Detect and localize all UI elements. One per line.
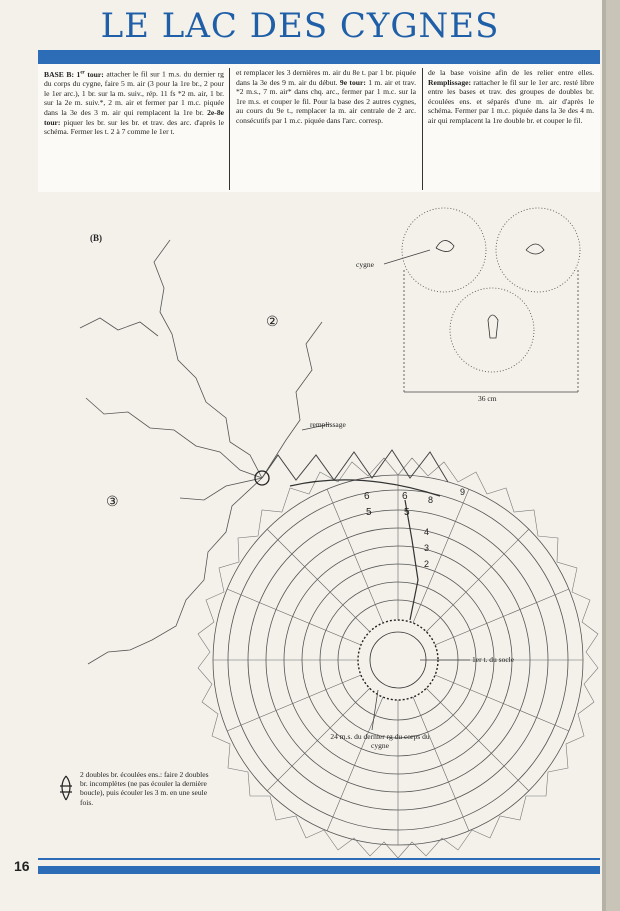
tour-9-text: 1 m. air et trav. *2 m.s., 7 m. air* dans chq. arc., fermer par 1 m.c. sur la 1re m.s. et couper le fil. Pour la base des 2 autres cygnes, au cours du 9e t., remplacer la m. air centrale de 2 arc. consécutifs par 1 m.c. piquée dans l'arc. corresp.: [236, 77, 416, 125]
join-bases-text: de la base voisine afin de les relier entre elles.: [428, 68, 594, 77]
row-number: 3: [424, 543, 430, 553]
footer-bar: [38, 866, 600, 874]
chain-far-left: [80, 318, 158, 336]
chain-to-base-2b: [86, 398, 262, 478]
cygne-circle-1: [402, 208, 486, 292]
row-number: 6: [402, 491, 408, 502]
legend-text: 2 doubles br. écoulées ens.: faire 2 doubles br. incomplètes (ne pas écouler la dernière boucle), puis écouler les 3 m. en une seule fois.: [80, 770, 209, 807]
tour-8-end-text: et remplacer les 3 dernières m. air du 8e t. par 1 br. piquée dans la 3e des 9 m. air du début.: [236, 68, 416, 87]
base-inner-ring: [370, 632, 426, 688]
row-number: 9: [460, 487, 466, 497]
diagram-label-24ms: 24 m.s. du dernier rg du corps du cygne: [330, 732, 430, 750]
page-number: 16: [14, 858, 30, 874]
diagram-label-remplissage: remplissage: [310, 420, 346, 429]
diagram-label-cygne: cygne: [356, 260, 374, 269]
remplissage-heading: Remplissage:: [428, 77, 472, 87]
ms24-leader: [372, 690, 378, 730]
row-split-line: [405, 500, 418, 620]
tour-9-heading: 9e tour:: [339, 77, 366, 87]
cygne-leader: [384, 250, 430, 264]
diagram-label-36cm: 36 cm: [478, 394, 497, 403]
cygne-circle-2: [496, 208, 580, 292]
row-number: 6: [364, 491, 370, 502]
swan-shape-3: [488, 315, 498, 338]
swan-shape-2: [526, 244, 544, 254]
chain-right: [262, 322, 322, 478]
cygne-circle-3: [450, 288, 534, 372]
page-title: LE LAC DES CYGNES: [100, 6, 500, 46]
base-b-heading-sup: er: [80, 70, 85, 75]
remplissage-text: rattacher le fil sur le 1er arc. resté libre entre les bases et trav. des groupes de doubles br. écoulées ens. et séparés d'une m. air d'après le schéma. Fermer par 1 m.c. piquée dans la 3e des 4 m. air qui remplacent la 1re double br. et couper le fil.: [428, 77, 594, 125]
diagram-label-base-3: ③: [106, 495, 119, 510]
chain-to-base-2: [154, 240, 262, 478]
diagram-label-socle: 1er t. du socle: [472, 655, 515, 664]
tours-2-8-heading: 2e-8e tour:: [44, 107, 224, 127]
legend-symbol: [60, 776, 72, 800]
base-b-heading-rest: tour:: [84, 69, 104, 79]
swan-shape-1: [436, 240, 454, 251]
tours-2-8-text: piquer les br. sur les br. et trav. des arc. d'après le schéma. Fermer les t. 2 à 7 comme le 1er t.: [44, 117, 224, 137]
row-number: 5: [404, 507, 410, 518]
base-b-text: attacher le fil sur 1 m.s. du dernier rg du corps du cygne, faire 5 m. air (3 pour la 1re br., 2 pour le 1er arc.), 1 br. sur la m. suiv., rép. 11 fs *2 m. air, 1 br. sur la 2e m. suiv.*, 2 m. air et fermer par 1 m.c. piquée dans la 3e des 3 m. air qui remplacent la 1re br.: [44, 69, 224, 117]
remplissage-path: [262, 450, 448, 482]
diagram-label-b: (B): [90, 233, 102, 243]
row-number: 8: [428, 495, 434, 505]
row-number: 5: [366, 507, 372, 518]
base-b-heading: BASE B: 1: [44, 69, 81, 79]
diagram-label-base-2: ②: [266, 315, 279, 330]
row-number: 2: [424, 559, 430, 569]
row-number: 4: [424, 527, 430, 537]
